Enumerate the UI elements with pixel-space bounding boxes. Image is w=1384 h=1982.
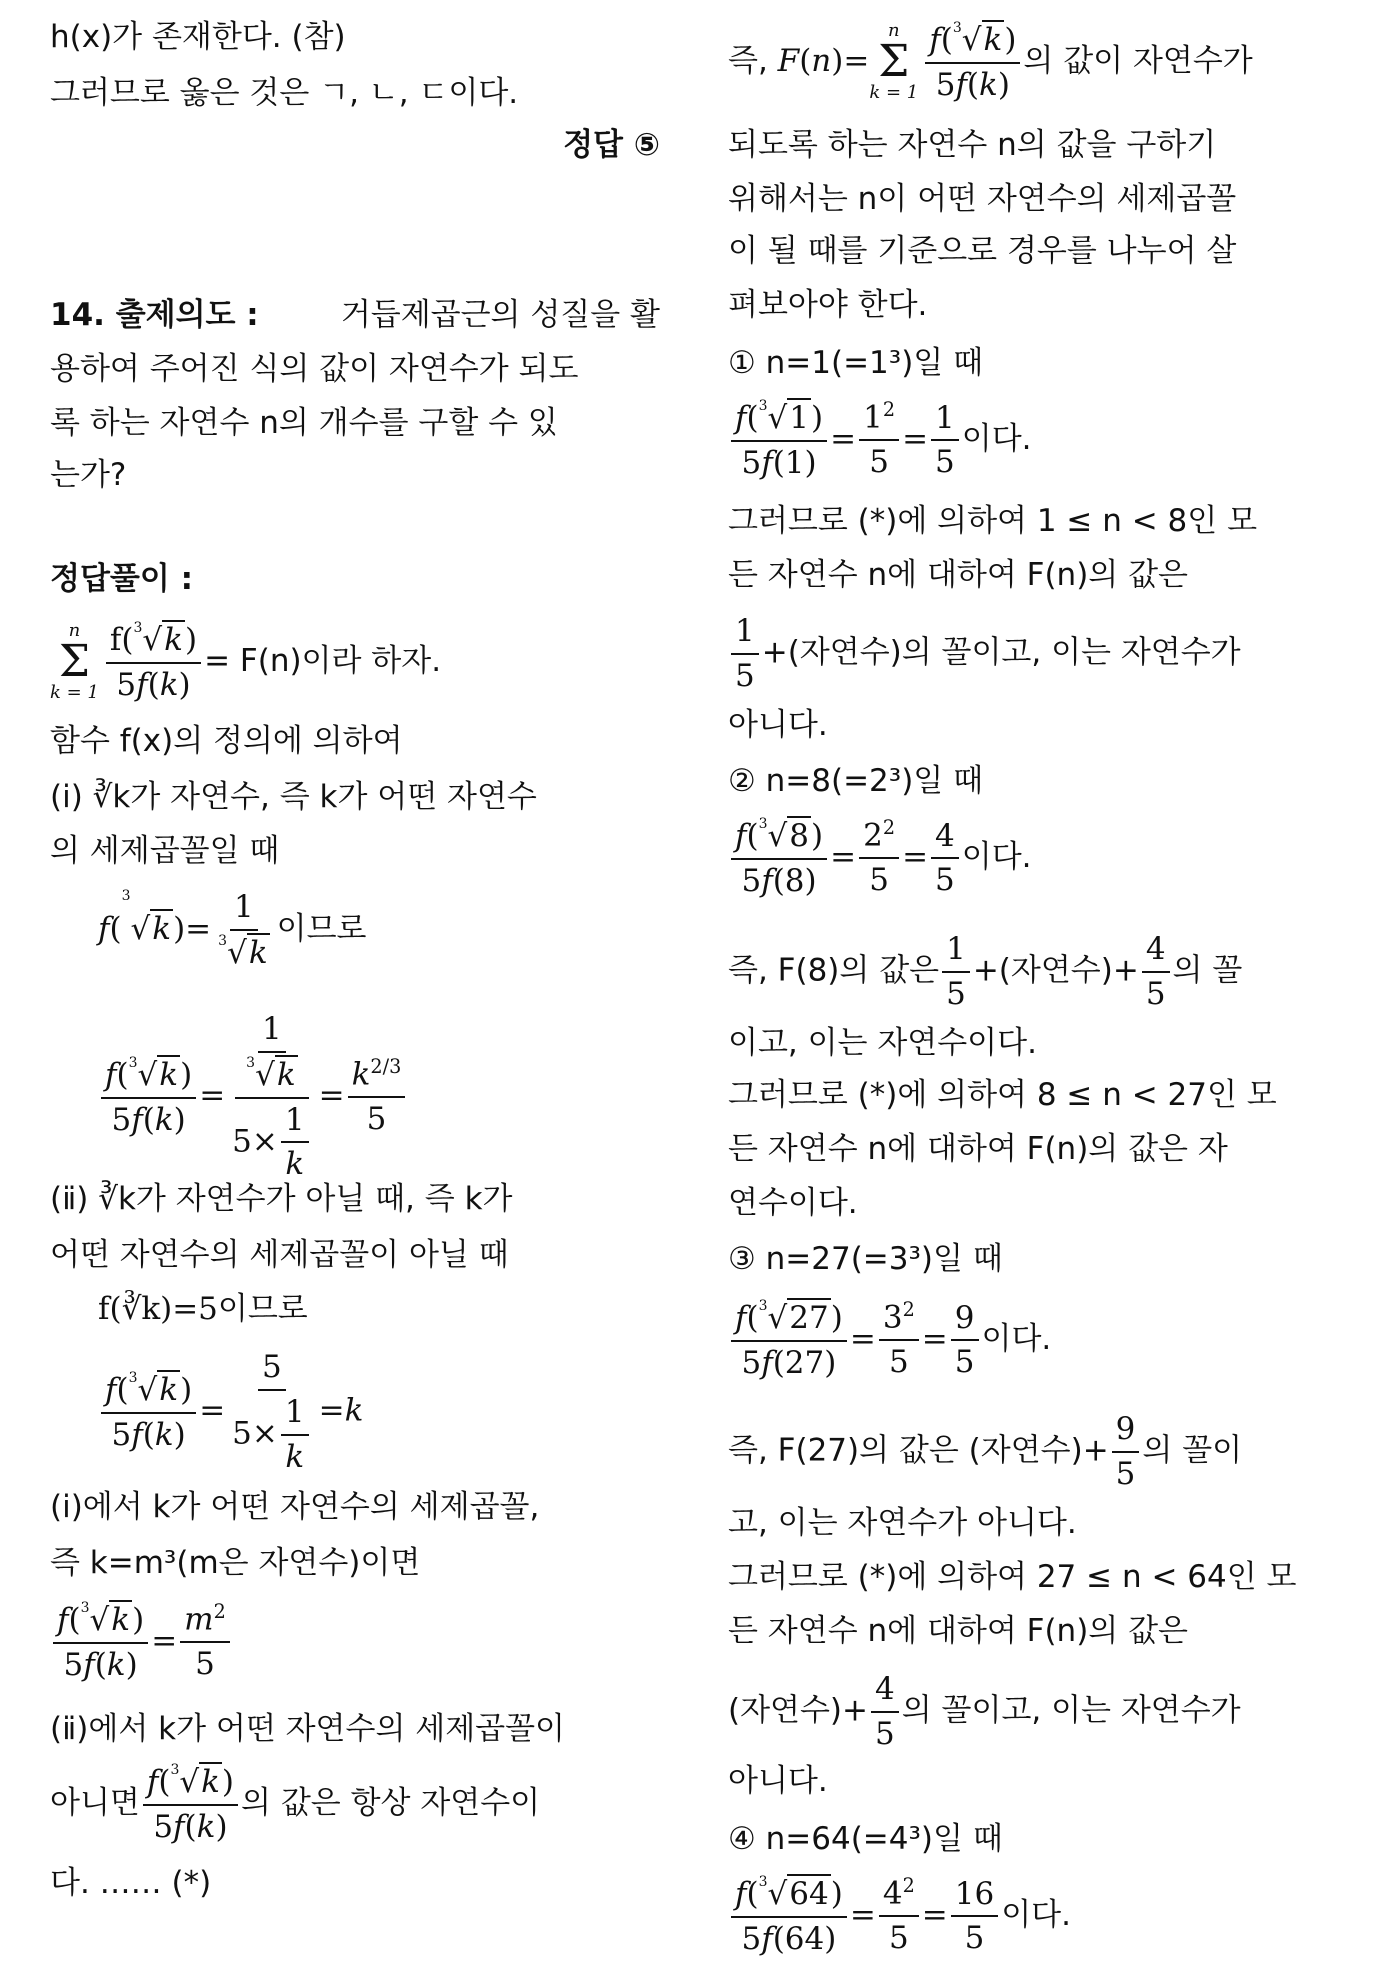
formula-line: $\frac{f(^3√k)}{5f(k)}$ = $\frac{1}{^3√k}$ 5× $\frac{1}{k}$ = $\frac{k^{2/3}}{5}$ xyxy=(98,1010,408,1184)
sum-symbol: n Σ k = 1 xyxy=(50,620,99,704)
fraction: $\frac{1}{^3√k}$ 5× $\frac{1}{k}$ xyxy=(228,1010,315,1184)
definition-formula xyxy=(50,620,441,705)
text: 의 꼴이고, 이는 자연수가 xyxy=(901,1692,1241,1729)
formula-line: $\frac{f(^3√64)}{5f(64)}$ = $\frac{4^2}{5}$ = $\frac{16}{5}$ 이다. xyxy=(728,1874,1071,1959)
fraction: $\frac{m^2}{5}$ xyxy=(180,1600,230,1684)
text-line: (ⅱ)에서 k가 어떤 자연수의 세제곱꼴이 xyxy=(50,1711,565,1747)
text: 즉, F(27)의 값은 (자연수)+ xyxy=(728,1432,1109,1469)
text: = F(n)이라 하자. xyxy=(204,642,442,679)
fraction: $\frac{k^{2/3}}{5}$ xyxy=(348,1055,406,1139)
text: 이므로 xyxy=(276,910,367,947)
fraction: $\frac{f(^3√k)}{5f(k)}$ xyxy=(53,1600,148,1685)
fraction: $\frac{4}{5}$ xyxy=(1142,930,1170,1014)
text-line: (ⅱ) ∛k가 자연수가 아닐 때, 즉 k가 xyxy=(50,1181,513,1217)
text-line: 이고, 이는 자연수이다. xyxy=(728,1025,1037,1061)
fraction: $\frac{1}{5}$ xyxy=(731,612,759,696)
fraction: $\frac{1}{^3√k}$ xyxy=(218,889,268,971)
fraction: $\frac{9}{5}$ xyxy=(951,1299,979,1383)
text: 즉, F(8)의 값은 xyxy=(728,952,940,989)
formula-line: f($^3$√k)= $\frac{1}{^3√k}$ 이므로 xyxy=(98,888,367,971)
formula-line: f(∛k)=5이므로 xyxy=(98,1291,308,1327)
fraction: $\frac{4^2}{5}$ xyxy=(879,1874,919,1958)
sum-symbol: n Σ k = 1 xyxy=(869,20,919,104)
text-line: 든 자연수 n에 대하여 F(n)의 값은 xyxy=(728,557,1188,593)
text-line: 어떤 자연수의 세제곱꼴이 아닐 때 xyxy=(50,1237,509,1273)
text-line: 는가? xyxy=(50,457,127,493)
text: 의 값은 항상 자연수이 xyxy=(241,1784,541,1821)
text: 의 값이 자연수가 xyxy=(1023,42,1253,79)
text-line: h(x)가 존재한다. (참) xyxy=(50,19,346,55)
text-line: 그러므로 (*)에 의하여 8 ≤ n < 27인 모 xyxy=(728,1077,1277,1113)
formula-line xyxy=(728,1670,1241,1754)
fraction: $\frac{4}{5}$ xyxy=(871,1670,899,1754)
formula-line xyxy=(728,612,1241,696)
fraction: $\frac{1^2}{5}$ xyxy=(859,398,899,482)
text-line: (ⅰ) ∛k가 자연수, 즉 k가 어떤 자연수 xyxy=(50,779,537,815)
formula-line xyxy=(728,930,1242,1014)
text: 이다. xyxy=(1001,1896,1071,1933)
text-line: 의 세제곱꼴일 때 xyxy=(50,833,280,869)
text: +(자연수)+ xyxy=(972,952,1139,989)
formula-line: $\frac{f(^3√27)}{5f(27)}$ = $\frac{3^2}{5}$ = $\frac{9}{5}$ 이다. xyxy=(728,1298,1051,1383)
formula-line: $\frac{f(^3√8)}{5f(8)}$ = $\frac{2^2}{5}$ = $\frac{4}{5}$ 이다. xyxy=(728,816,1032,901)
text-line: 아니다. xyxy=(728,1763,828,1799)
formula-line: 즉, F(n)= n Σ k = 1 $\frac{f(^3√k)}{5f(k)}$ 의 값이 자연수가 xyxy=(728,20,1253,104)
q14-label: 14. 출제의도 : xyxy=(50,297,259,333)
text: 이다. xyxy=(961,420,1032,457)
text-line: 그러므로 (*)에 의하여 27 ≤ n < 64인 모 xyxy=(728,1559,1297,1595)
text: 의 꼴이 xyxy=(1142,1432,1243,1469)
text-line: 되도록 하는 자연수 n의 값을 구하기 xyxy=(728,127,1217,163)
fraction: $\frac{f(^3√k)}{5f(k)}$ xyxy=(106,620,201,705)
case-heading: ① n=1(=1³)일 때 xyxy=(728,345,984,381)
formula-line: $\frac{f(^3√1)}{5f(1)}$ = $\frac{1^2}{5}$ = $\frac{1}{5}$ 이다. xyxy=(728,398,1032,483)
fraction: $\frac{f(^3√k)}{5f(k)}$ xyxy=(101,1370,196,1455)
fraction: $\frac{4}{5}$ xyxy=(931,817,959,901)
fraction: $\frac{9}{5}$ xyxy=(1112,1410,1140,1494)
text-line: 이 될 때를 기준으로 경우를 나누어 살 xyxy=(728,233,1237,269)
text: 이다. xyxy=(961,838,1032,875)
case-heading: ④ n=64(=4³)일 때 xyxy=(728,1821,1003,1857)
fraction: $\frac{f(^3√27)}{5f(27)}$ xyxy=(731,1298,847,1383)
solution-label: 정답풀이 : xyxy=(50,561,193,597)
text: 거듭제곱근의 성질을 활 xyxy=(340,297,660,333)
text-line: 록 하는 자연수 n의 개수를 구할 수 있 xyxy=(50,405,558,441)
formula-line: $\frac{f(^3√k)}{5f(k)}$ = $\frac{m^2}{5}$ xyxy=(50,1600,233,1685)
fraction: $\frac{f(^3√8)}{5f(8)}$ xyxy=(731,816,827,901)
fraction: $\frac{f(^3√k)}{5f(k)}$ xyxy=(101,1055,196,1140)
text: 아니면 xyxy=(50,1784,140,1821)
text-line: 즉 k=m³(m은 자연수)이면 xyxy=(50,1545,421,1581)
text-line: 든 자연수 n에 대하여 F(n)의 값은 자 xyxy=(728,1131,1228,1167)
fraction: $\frac{3^2}{5}$ xyxy=(879,1298,919,1382)
text-line: 아니다. xyxy=(728,707,828,743)
fraction: $\frac{1}{5}$ xyxy=(942,930,970,1014)
text-line: 다. …… (*) xyxy=(50,1865,212,1901)
case-heading: ② n=8(=2³)일 때 xyxy=(728,763,984,799)
case-heading: ③ n=27(=3³)일 때 xyxy=(728,1241,1003,1277)
text: +(자연수)의 꼴이고, 이는 자연수가 xyxy=(761,634,1241,671)
formula-line: $\frac{f(^3√k)}{5f(k)}$ = 5 5× $\frac{1}{k}$ =k xyxy=(98,1348,363,1476)
text-line: 용하여 주어진 식의 값이 자연수가 되도 xyxy=(50,351,579,387)
fraction: $\frac{2^2}{5}$ xyxy=(859,816,899,900)
fraction: $\frac{f(^3√k)}{5f(k)}$ xyxy=(925,20,1020,105)
answer-label: 정답 ⑤ xyxy=(563,127,660,163)
formula-line xyxy=(728,1410,1242,1494)
text: 의 꼴 xyxy=(1172,952,1243,989)
text: 이다. xyxy=(981,1320,1052,1357)
text-line: (ⅰ)에서 k가 어떤 자연수의 세제곱꼴, xyxy=(50,1489,540,1525)
text-line: 연수이다. xyxy=(728,1185,858,1221)
text-line: 고, 이는 자연수가 아니다. xyxy=(728,1505,1077,1541)
fraction: $\frac{f(^3√64)}{5f(64)}$ xyxy=(731,1874,847,1959)
text-line: 위해서는 n이 어떤 자연수의 세제곱꼴 xyxy=(728,181,1237,217)
fraction: 5 5× $\frac{1}{k}$ xyxy=(228,1348,315,1476)
fraction: $\frac{f(^3√1)}{5f(1)}$ xyxy=(731,398,827,483)
fraction: $\frac{f(^3√k)}{5f(k)}$ xyxy=(143,1762,238,1847)
text-line: 든 자연수 n에 대하여 F(n)의 값은 xyxy=(728,1613,1188,1649)
text: (자연수)+ xyxy=(728,1692,869,1729)
fraction: $\frac{1}{5}$ xyxy=(931,399,959,483)
formula-line xyxy=(50,1762,540,1847)
text-line: 펴보아야 한다. xyxy=(728,287,928,323)
text-line: 함수 f(x)의 정의에 의하여 xyxy=(50,723,403,759)
text-line: 그러므로 옳은 것은 ㄱ, ㄴ, ㄷ이다. xyxy=(50,75,519,111)
q14-intent-line xyxy=(50,296,660,335)
fraction: $\frac{16}{5}$ xyxy=(951,1875,998,1959)
text-line: 그러므로 (*)에 의하여 1 ≤ n < 8인 모 xyxy=(728,503,1258,539)
text: 즉, xyxy=(728,42,768,79)
